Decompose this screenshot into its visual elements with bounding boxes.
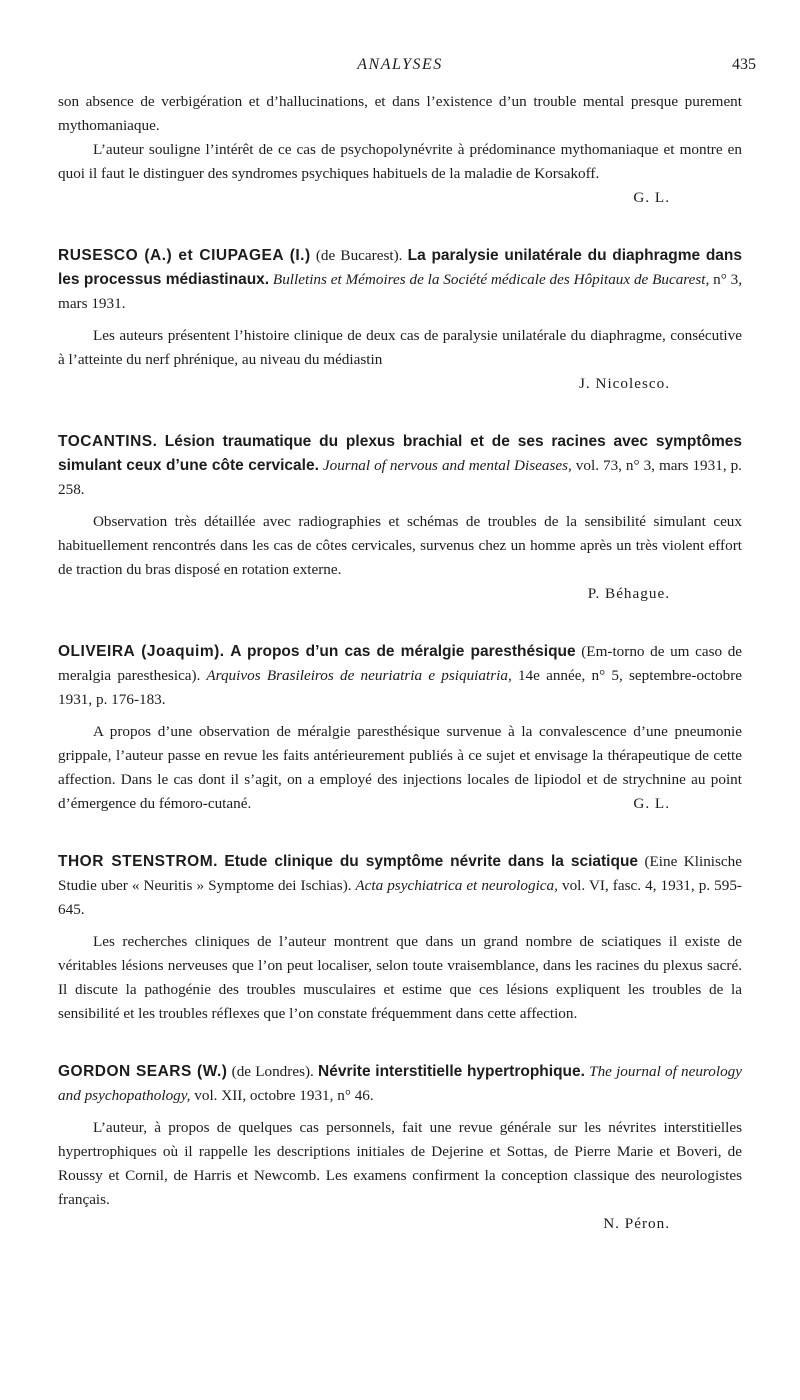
running-head xyxy=(0,56,800,80)
entry-citation xyxy=(58,244,742,316)
entry-citation xyxy=(58,430,742,502)
entry-citation xyxy=(58,640,742,712)
entry-summary: L’auteur, à propos de quelques cas personnels, fait une revue générale sur les névrites interstitielles hypertrophiques où il rappelle les descriptions initiales de Dejerine et Sottas, de Pierre Marie et Boveri, de Roussy et Cornil, de Harris et Newcomb. Les examens confirment la conception classique des neurologistes français. xyxy=(58,1119,742,1208)
signature: J. Nicolesco. xyxy=(578,375,670,392)
entry-reference: 14e année, n° 5, septembre-octobre 1931, p. 176-183. xyxy=(58,667,742,708)
page-number: 435 xyxy=(732,56,756,73)
entry-body xyxy=(58,510,742,606)
entry-original-title: (Em-torno de um caso de meralgia paresthesica). xyxy=(58,643,743,684)
carryover-paragraph-text: L’auteur souligne l’intérêt de ce cas de psychopolynévrite à prédominance mythomaniaque et montre en quoi il faut le distinguer des syndromes psychiques habituels de la maladie de Korsakoff. xyxy=(58,141,742,182)
carryover-paragraph xyxy=(58,138,742,206)
entry-citation xyxy=(58,1060,742,1108)
entry-author: GORDON SEARS (W.) xyxy=(58,1063,228,1080)
abstract-entry xyxy=(58,244,742,396)
entry-body xyxy=(58,720,742,816)
entry-journal: Arquivos Brasileiros de neuriatria e psiquiatria, xyxy=(200,667,512,684)
entry-title: Etude clinique du symptôme névrite dans la sciatique xyxy=(224,853,639,870)
entry-reference: vol. 73, n° 3, mars 1931, p. 258. xyxy=(58,457,742,498)
entry-title: Lésion traumatique du plexus brachial et de ses racines avec symptômes simulant ceux d’une côte cervicale. xyxy=(58,433,743,474)
entry-author: OLIVEIRA (Joaquim). xyxy=(58,643,225,660)
entry-author: THOR STENSTROM. xyxy=(58,853,218,870)
carryover-paragraph: son absence de verbigération et d’hallucinations, et dans l’existence d’un trouble mental presque purement mythomaniaque. xyxy=(58,93,742,134)
signature: G. L. xyxy=(633,795,670,812)
entry-original-title: (Eine Klinische Studie uber « Neuritis » Symptome dei Ischias). xyxy=(58,853,742,894)
entry-title: Névrite interstitielle hypertrophique. xyxy=(318,1063,585,1080)
abstract-entry xyxy=(58,640,742,816)
carryover-section xyxy=(58,90,742,210)
entry-author: TOCANTINS. xyxy=(58,433,158,450)
entry-journal: Journal of nervous and mental Diseases, xyxy=(318,457,572,474)
entry-journal: The journal of neurology and psychopathology, xyxy=(58,1063,743,1104)
abstract-entry xyxy=(58,850,742,1026)
page-content xyxy=(58,90,742,1236)
running-title: ANALYSES xyxy=(357,56,443,73)
entry-reference: vol. XII, octobre 1931, n° 46. xyxy=(190,1087,374,1104)
entry-origin: (de Bucarest). xyxy=(310,247,408,264)
abstract-entry xyxy=(58,430,742,606)
entry-journal: Bulletins et Mémoires de la Société médicale des Hôpitaux de Bucarest, xyxy=(269,271,710,288)
entry-summary: Les recherches cliniques de l’auteur montrent que dans un grand nombre de sciatiques il existe de véritables lésions nerveuses que l’on peut localiser, selon toute vraisemblance, dans les racines du plexus sacré. Il discute la pathogénie des troubles musculaires et estime que ces lésions expliquent les troubles de la sensibilité et les troubles réflexes que l’on constate fréquemment dans cette affection. xyxy=(58,933,742,1022)
entry-body xyxy=(58,1116,742,1236)
entry-journal: Acta psychiatrica et neurologica, xyxy=(351,877,558,894)
entry-reference: n° 3, mars 1931. xyxy=(58,271,742,312)
entry-summary: Observation très détaillée avec radiographies et schémas de troubles de la sensibilité simulant ceux habituellement rencontrés dans les cas de côtes cervicales, survenus chez un homme après un très violent effort de traction du bras disposé en rotation externe. xyxy=(58,513,742,578)
entry-summary-text: A propos d’une observation de méralgie paresthésique survenue à la convalescence d’une pneumonie grippale, l’auteur passe en revue les faits antérieurement publiés à ce sujet et envisage la thérapeutique de cette affection. Dans le cas dont il s’agit, on a employé des injections locales de lipiodol et de strychnine au point d’émergence du fémoro-cutané. xyxy=(58,723,742,812)
entry-citation xyxy=(58,850,742,922)
entry-summary: Les auteurs présentent l’histoire clinique de deux cas de paralysie unilatérale du diaphragme, consécutive à l’atteinte du nerf phrénique, au niveau du médiastin xyxy=(58,327,742,368)
entry-origin: (de Londres). xyxy=(227,1063,319,1080)
signature: P. Béhague. xyxy=(587,585,670,602)
signature: N. Péron. xyxy=(603,1215,670,1232)
entry-origin xyxy=(157,433,164,450)
entry-body xyxy=(58,324,742,396)
entry-author: RUSESCO (A.) et CIUPAGEA (I.) xyxy=(58,247,311,264)
entry-title: La paralysie unilatérale du diaphragme dans les processus médiastinaux. xyxy=(58,247,742,288)
entry-reference: vol. VI, fasc. 4, 1931, p. 595-645. xyxy=(58,877,742,918)
entry-body xyxy=(58,930,742,1026)
signature: G. L. xyxy=(633,189,670,206)
abstract-entry xyxy=(58,1060,742,1236)
entry-summary xyxy=(58,720,742,816)
entry-title: A propos d’un cas de méralgie paresthésique xyxy=(230,643,576,660)
